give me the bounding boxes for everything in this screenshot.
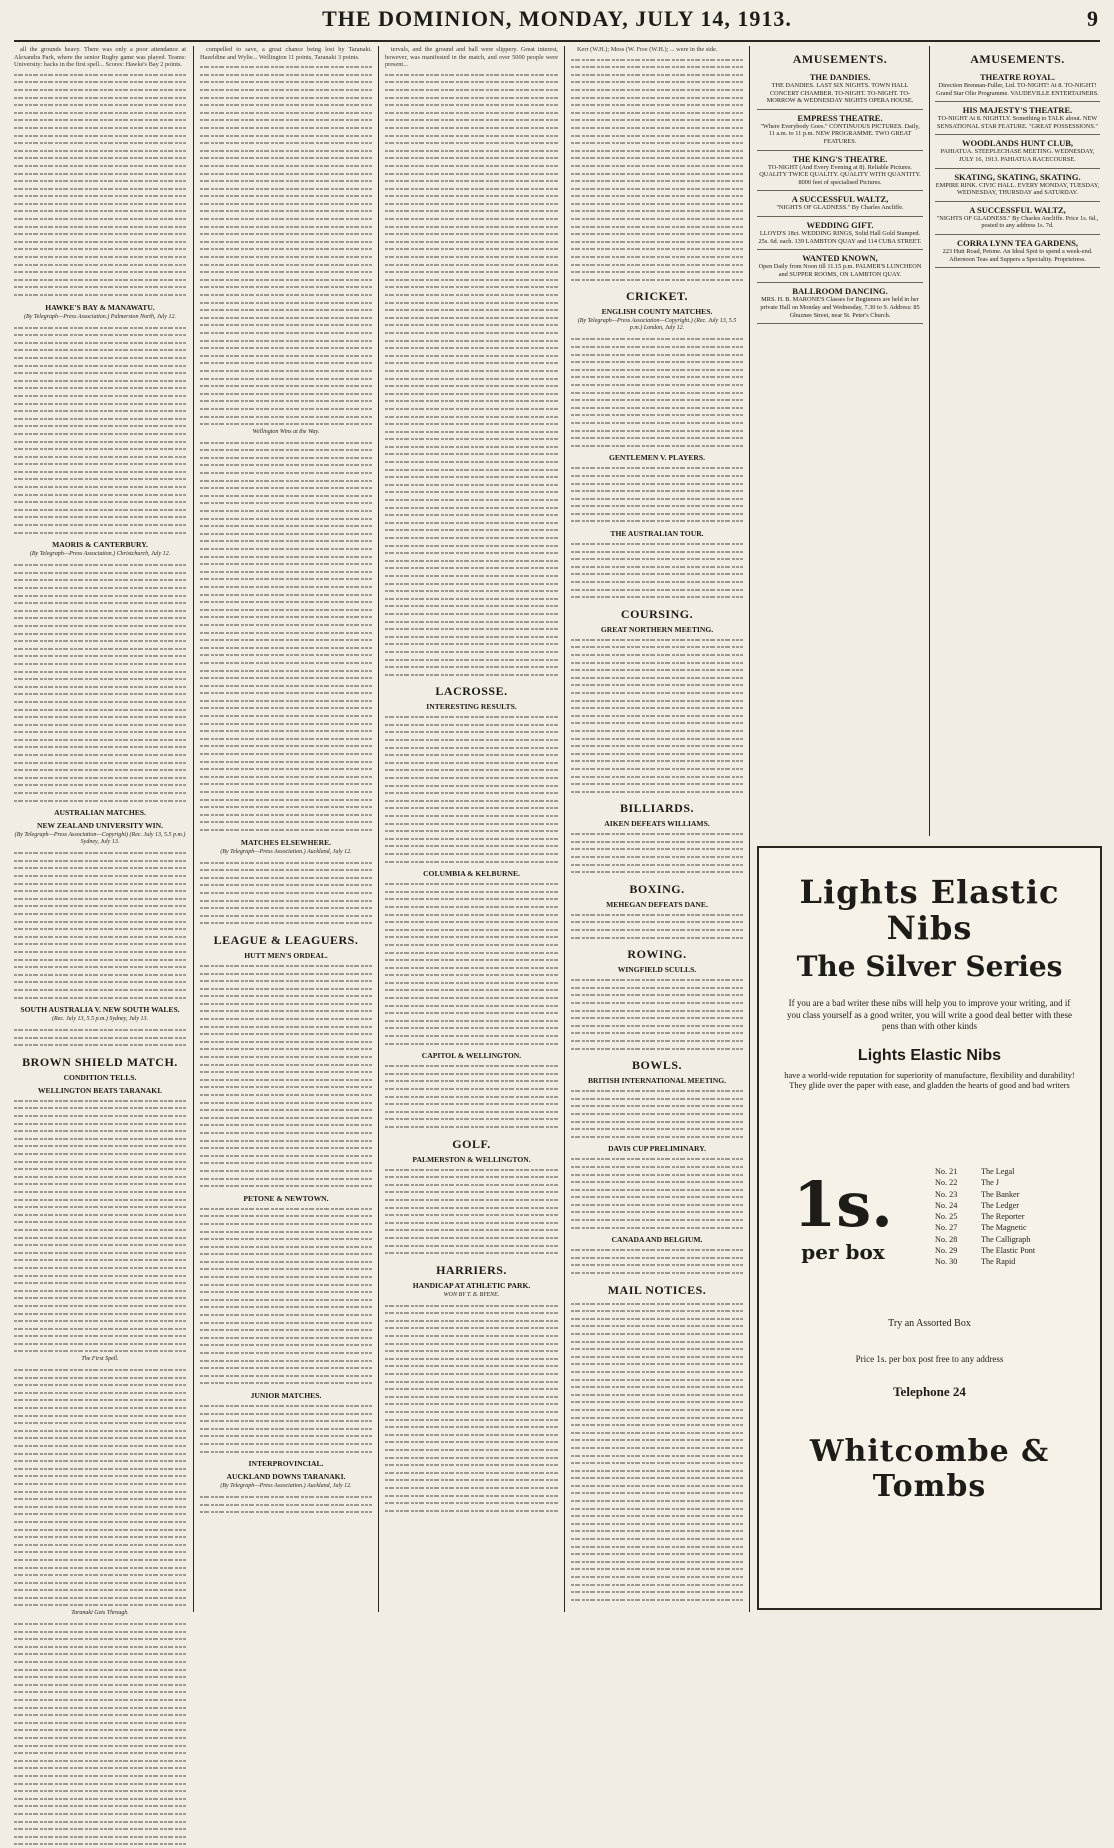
amusement-ad-heading: THE DANDIES. [809,72,871,82]
nib-name: The Legal [981,1167,1015,1176]
column-rule [749,46,750,1612]
amusement-ad [757,250,923,283]
section-heading: CANADA AND BELGIUM. [611,1235,703,1245]
ad-assorted: Try an Assorted Box [888,1318,971,1329]
nib-name: The Ledger [981,1200,1019,1210]
section-heading: AUCKLAND DOWNS TARANAKI. [226,1472,346,1482]
article-text: all the grounds heavy. There was only a poor attendance at Alexandra Park, where the senior Rugby game was played. Teams: University: backs in the first spell... Scores: Hawke's Bay 2 points. [14,46,186,69]
amusement-ad [935,135,1100,168]
ad-per-box: per box [801,1240,885,1264]
nib-number: No. 21 [935,1167,958,1176]
nib-list-item [935,1166,1085,1177]
amusement-ad-heading: WOODLANDS HUNT CLUB, [961,138,1074,149]
section-heading-large: LEAGUE & LEAGUERS. [213,932,359,947]
nib-number: No. 25 [935,1212,958,1222]
amusement-ad-text: "NIGHTS OF GLADNESS." By Charles Ancliffe. Price 1s. 6d., posted to any address 1s. 7d. [936,214,1099,230]
amusements-column-a [757,46,923,836]
section-heading: AIKEN DEFEATS WILLIAMS. [604,819,710,829]
section-heading-large: MAIL NOTICES. [607,1282,707,1297]
amusement-ad-text: PAHIATUA. STEEPLECHASE MEETING. WEDNESDAY, JULY 16, 1913. PAHIATUA RACECOURSE. [940,148,1095,163]
ad-telephone: Telephone 24 [893,1384,966,1399]
subheading: Taranaki Gets Through. [71,1610,129,1617]
section-heading: MEHEGAN DEFEATS DANE. [606,899,708,909]
amusement-ad-text: "NIGHTS OF GLADNESS." By Charles Ancliffe. [776,204,904,212]
section-heading-large: BILLIARDS. [619,801,695,816]
nib-name: The Banker [981,1189,1020,1199]
amusement-ad [757,191,923,217]
ad-free-postage: Price 1s. per box post free to any address [855,1354,1004,1364]
column-3 [385,46,558,1612]
dateline: (By Telegraph—Press Association—Copyright.) (Rec. July 13, 5.5 p.m.) London, July 12. [577,318,737,332]
section-heading: WELLINGTON BEATS TARANAKI. [37,1085,163,1095]
section-heading: PETONE & NEWTOWN. [243,1193,329,1203]
section-heading: HUTT MEN'S ORDEAL. [244,950,328,960]
section-heading: CONDITION TELLS. [63,1072,137,1082]
dateline: (By Telegraph—Press Association.) Palmerston North, July 12. [24,313,176,320]
nib-number: No. 23 [935,1189,958,1199]
subheading: Wellington Wins at the Way. [252,428,320,435]
section-heading-large: AMUSEMENTS. [792,52,888,66]
section-heading: NEW ZEALAND UNIVERSITY WIN. [36,821,164,831]
column-1 [14,46,186,1617]
amusement-ad-text: 223 Hutt Road, Petone. An Ideal Spot to spend a week-end. Afternoon Teas and Suppers a Speciality. Proprietress. [942,247,1093,263]
section-heading: ENGLISH COUNTY MATCHES. [601,307,713,317]
subheading: WON BY T. B. BYENE. [443,1291,500,1298]
amusement-ad-text: Direction Brennan-Fuller, Ltd. TO-NIGHT! At 8. TO-NIGHT! Grand Star Olio Programme. VAUDEVILLE ENTERTAINERS. [936,82,1099,97]
column-rule [929,46,930,836]
nib-list-item [935,1245,1085,1256]
dateline: (By Telegraph—Press Association.) Christchurch, July 12. [29,551,171,558]
amusement-ad-heading: A SUCCESSFUL WALTZ, [969,204,1066,215]
amusement-ad-text: THE DANDIES. LAST SIX NIGHTS. TOWN HALL CONCERT CHAMBER. TO-NIGHT. TO-NIGHT. TO-MORROW & WEDNESDAY NIGHTS OPERA HOUSE. [766,82,914,105]
amusement-ad-text: Open Daily from Noon till 11.15 p.m. PALMER'S LUNCHEON and SUPPER ROOMS, ON LAMBTON QUAY. [758,263,922,278]
article-text: tervals, and the ground and ball were slippery. Great interest, however, was manifested in the match, and over 5000 people were present... [385,46,558,69]
amusement-ad-heading: HIS MAJESTY'S THEATRE. [962,105,1073,116]
nib-list-item [935,1177,1085,1188]
page-number: 9 [1087,6,1098,31]
amusement-ad [935,202,1100,235]
section-heading-large: HARRIERS. [436,1262,507,1277]
amusement-ad-heading: A SUCCESSFUL WALTZ, [791,194,889,205]
amusement-ad-text: TO-NIGHT (And Every Evening at 8). Reliable Pictures. QUALITY TWICE QUALITY. QUALITY WITH QUANTITY. 8000 feet of specialised Pictures. [759,163,921,186]
subheading: The First Spell. [81,1356,119,1363]
amusement-ad [935,102,1100,135]
section-heading: JUNIOR MATCHES. [250,1390,322,1400]
section-heading: HAWKE'S BAY & MANAWATU. [45,302,155,312]
section-heading: THE AUSTRALIAN TOUR. [610,529,704,539]
ad-nib-list [935,1166,1085,1268]
nib-list-item [935,1200,1085,1211]
nib-list-item [935,1222,1085,1233]
nib-list-item [935,1211,1085,1222]
nib-number: No. 29 [935,1246,958,1256]
column-rule [564,46,565,1612]
ad-blurb-2: have a world-wide reputation for superiority of manufacture, flexibility and durability! They glide over the paper with ease, and gladden the hearts of good and bad writers [784,1070,1075,1090]
nib-list-item [935,1256,1085,1267]
amusement-ad-heading: CORRA LYNN TEA GARDENS, [957,237,1078,248]
nib-number: No. 27 [935,1223,958,1233]
amusement-ad [935,235,1100,268]
amusement-ad [935,169,1100,202]
article-text: Kerr (W.H.); Moss (W. Free (W.H.); ... were in the side. [577,46,718,53]
amusement-ad [757,151,923,192]
section-heading-large: COURSING. [620,606,694,621]
amusement-ad-heading: BALLROOM DANCING. [792,286,888,297]
section-heading: GREAT NORTHERN MEETING. [600,624,714,634]
masthead [14,6,1100,42]
nib-name: The Reporter [981,1212,1025,1222]
amusement-ad [935,69,1100,102]
column-rule [193,46,194,1612]
nib-number: No. 30 [935,1257,958,1267]
section-heading-large: LACROSSE. [435,684,508,699]
section-heading-large: CRICKET. [625,289,689,304]
ad-subbrand: Lights Elastic Nibs [857,1046,1002,1064]
nib-number: No. 28 [935,1234,958,1244]
section-heading: CAPITOL & WELLINGTON. [421,1051,522,1061]
section-heading: WINGFIELD SCULLS. [617,965,697,975]
nib-number: No. 24 [935,1200,958,1210]
amusements-column-b [935,46,1100,836]
dateline: (By Telegraph—Press Association—Copyright) (Rec. July 13, 5.5 p.m.) Sydney, July 13. [14,832,186,846]
nib-list-item [935,1234,1085,1245]
ad-maker: Whitcombe & Tombs [809,1434,1050,1504]
section-heading: SOUTH AUSTRALIA V. NEW SOUTH WALES. [20,1005,180,1015]
amusement-ad-text: LLOYD'S 18ct. WEDDING RINGS, Solid Hall Gold Stamped. 25s. 6d. each. 139 LAMBTON QUAY and 114 CUBA STREET. [758,229,922,245]
nib-name: The Elastic Pont [981,1246,1036,1256]
section-heading: INTERESTING RESULTS. [426,702,517,712]
amusement-ad-text: MRS. H. B. MARONE'S Classes for Beginners are held in her private Hall on Monday and Wednesday, 7.30 to 9. Address: 85 Ghuznee Street, near St. Peter's Church. [760,296,920,319]
amusement-ad-heading: THE KING'S THEATRE. [792,153,888,164]
section-heading-large: AMUSEMENTS. [970,52,1065,66]
section-heading: DAVIS CUP PRELIMINARY. [608,1144,706,1154]
section-heading-large: BOWLS. [631,1058,682,1073]
newspaper-title: THE DOMINION, MONDAY, JULY 14, 1913. [322,6,792,31]
amusement-ad-heading: WEDDING GIFT. [806,219,874,230]
section-heading: PALMERSTON & WELLINGTON. [412,1154,531,1164]
column-2 [200,46,372,1612]
amusement-ad-text: TO-NIGHT At 8. NIGHTLY. Something to TALK about. NEW SENSATIONAL STAR FEATURE. "GREAT POSSESSIONS." [936,115,1099,130]
nib-name: The J [981,1178,999,1188]
nib-number: No. 22 [935,1178,958,1188]
column-rule [378,46,379,1612]
section-heading-large: BROWN SHIELD MATCH. [22,1054,178,1069]
amusement-ad [757,217,923,250]
nib-list-item [935,1189,1085,1200]
dateline: (Rec. July 13, 5.5 p.m.) Sydney, July 13. [52,1016,148,1023]
amusement-ad [757,110,923,151]
section-heading: BRITISH INTERNATIONAL MEETING. [587,1076,727,1086]
section-heading-large: GOLF. [452,1136,491,1151]
amusement-ad [757,69,923,110]
section-heading-large: ROWING. [627,947,687,962]
section-heading: HANDICAP AT ATHLETIC PARK. [412,1280,531,1290]
amusement-ad-text: "Where Everybody Goes." CONTINUOUS PICTURES. Daily, 11 a.m. to 11 p.m. NEW PROGRAMME. TWO GREAT FEATURES. [760,122,920,145]
amusement-ad-heading: SKATING, SKATING, SKATING. [954,171,1081,182]
ad-price: 1s. [793,1168,893,1241]
section-heading: MAORIS & CANTERBURY. [52,540,148,550]
advertisement-lights-nibs [757,846,1102,1610]
article-text: compelled to save, a great chance being lost by Taranaki. Hazeldine and Wylie... Wellington 11 points, Taranaki 3 points. [200,46,372,61]
dateline: (By Telegraph—Press Association.) Auckland, July 12. [220,1483,352,1490]
ad-blurb: If you are a bad writer these nibs will help you to improve your writing, and if you class yourself as a good writer, you will write a good deal better with these pens than with other kinds [786,998,1073,1031]
nib-name: The Magnetic [981,1223,1027,1233]
ad-price-box [783,1170,903,1290]
dateline: (By Telegraph—Press Association.) Auckland, July 12. [220,848,352,855]
amusement-ad-heading: EMPRESS THEATRE. [797,112,883,123]
nib-name: The Rapid [981,1257,1016,1267]
section-heading: COLUMBIA & KELBURNE. [423,869,520,879]
nib-name: The Calligraph [981,1234,1031,1244]
amusement-ad-text: EMPIRE RINK. CIVIC HALL. EVERY MONDAY, TUESDAY, WEDNESDAY, THURSDAY and SATURDAY. [935,181,1100,197]
section-heading: AUSTRALIAN MATCHES. [54,808,146,818]
column-4 [571,46,743,1612]
amusement-ad-heading: WANTED KNOWN, [802,253,878,264]
section-heading: GENTLEMEN V. PLAYERS. [608,453,706,463]
section-heading: MATCHES ELSEWHERE. [240,837,332,847]
ad-brand: Lights Elastic Nibs [799,873,1060,947]
amusement-ad-heading: THEATRE ROYAL. [979,72,1056,82]
section-heading-large: BOXING. [629,881,685,896]
ad-series: The Silver Series [796,950,1063,983]
amusement-ad [757,283,923,324]
section-heading: INTERPROVINCIAL. [248,1459,324,1469]
